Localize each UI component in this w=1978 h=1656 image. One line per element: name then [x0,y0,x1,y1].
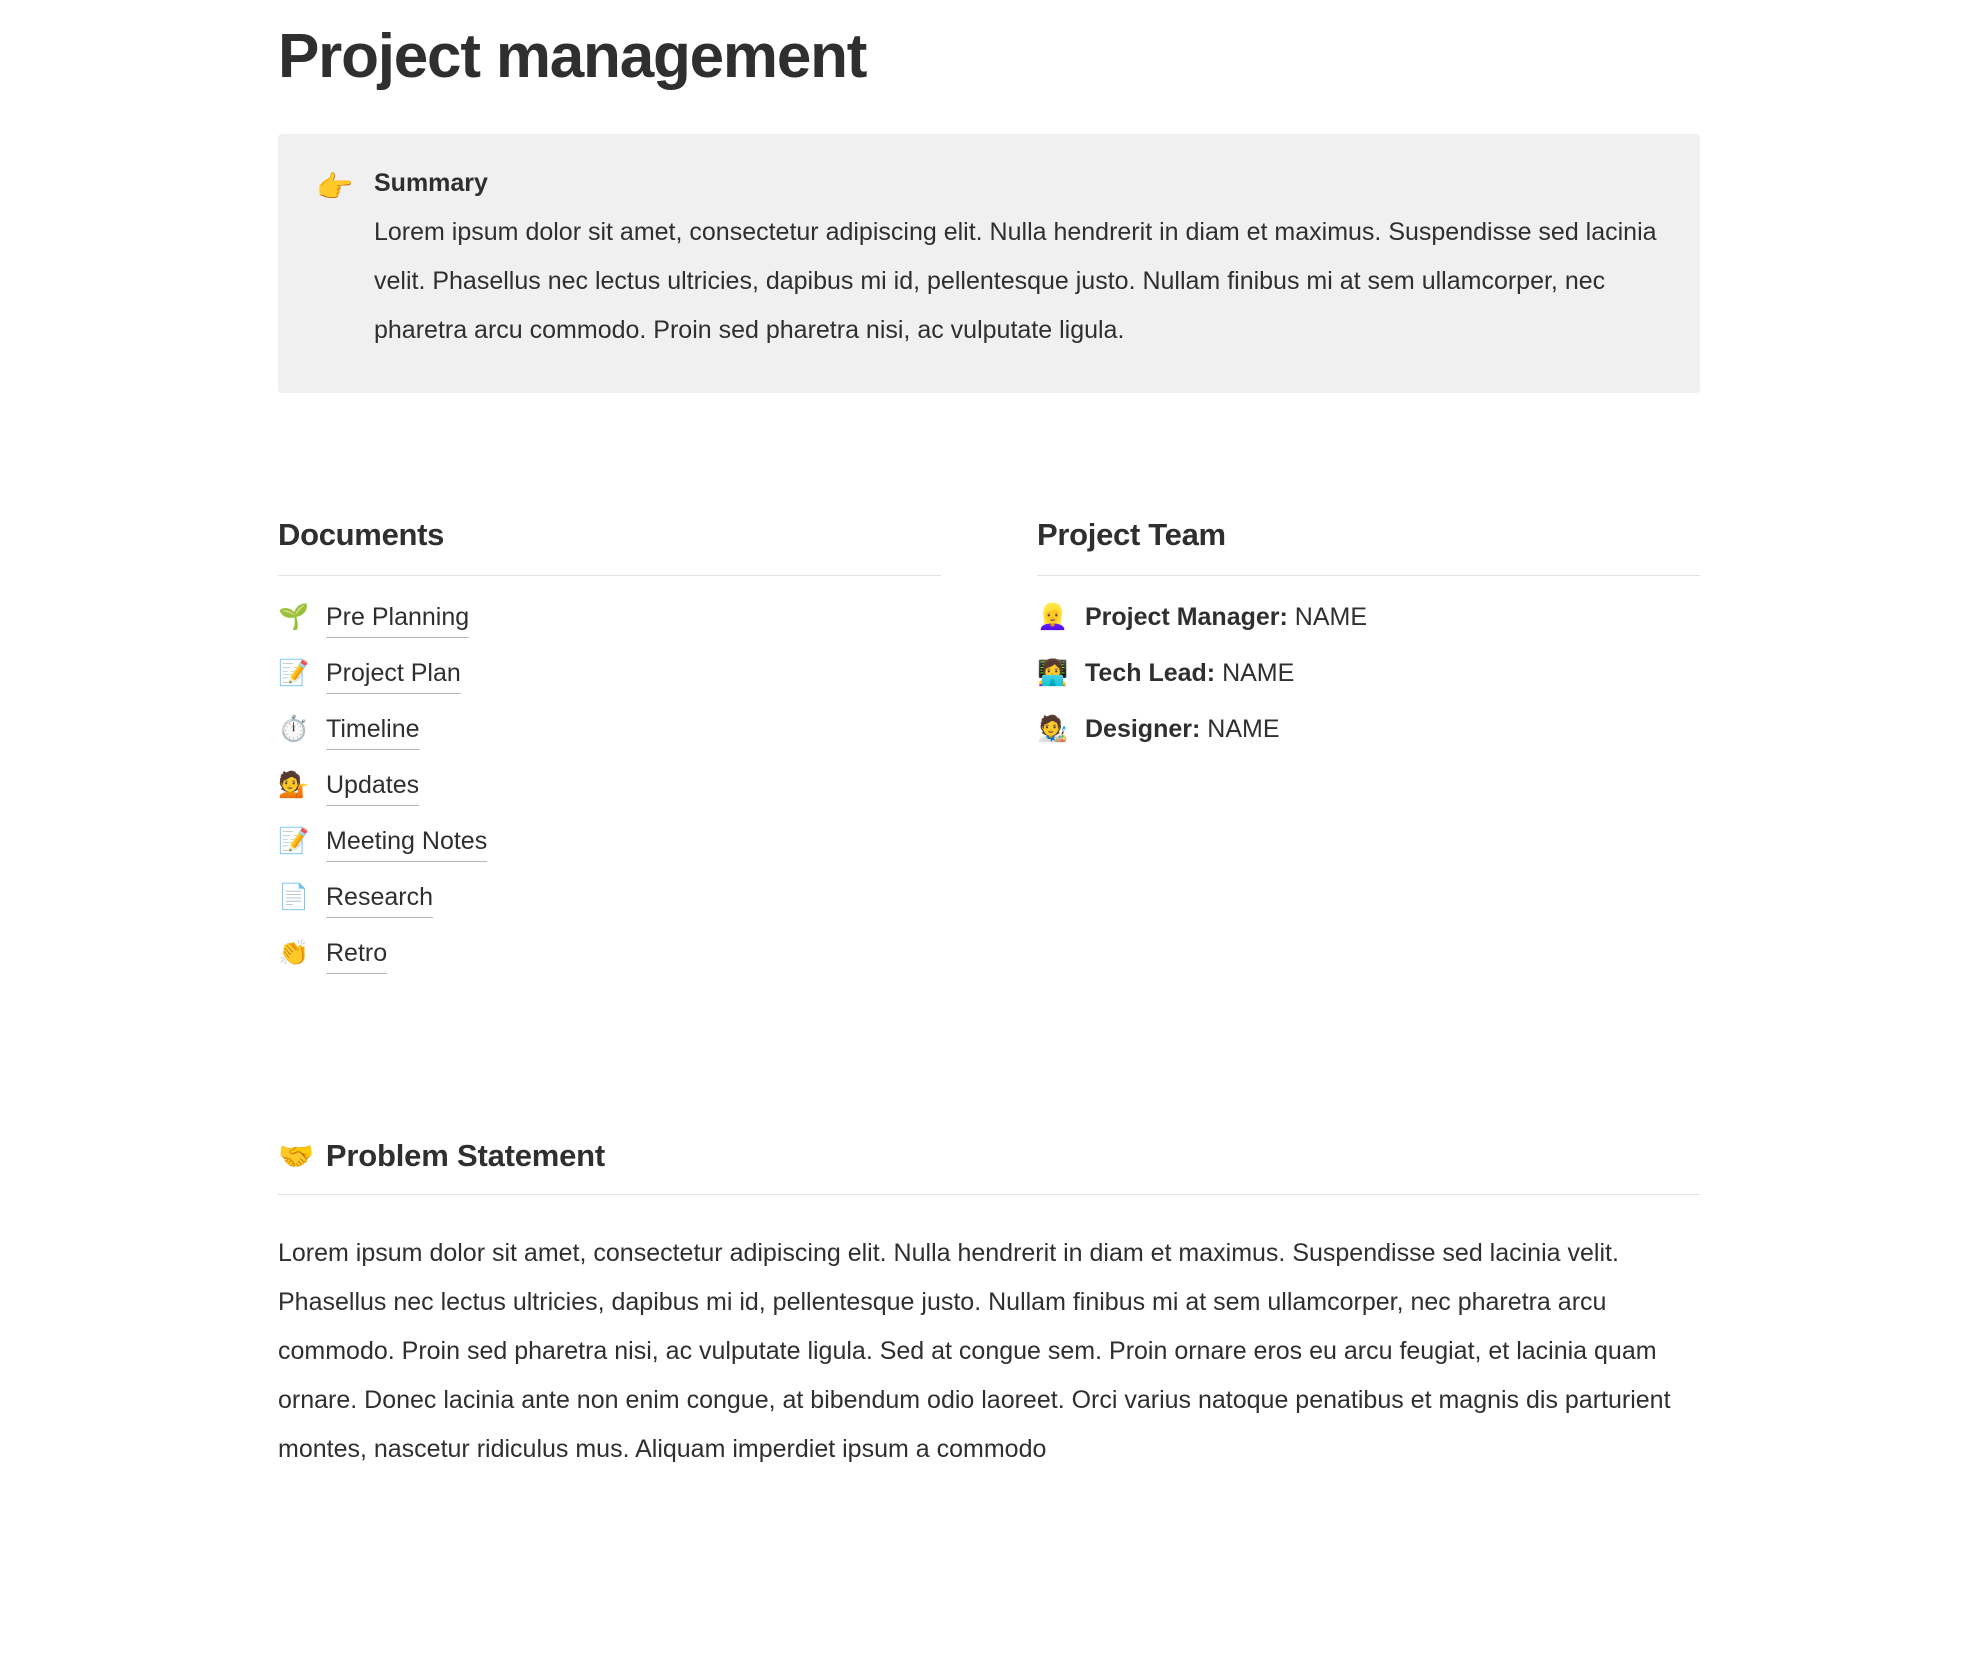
page-icon: 📄 [278,883,310,912]
list-item[interactable] [278,766,941,806]
problem-statement-heading [278,1138,1700,1174]
document-content [278,22,1700,1474]
two-column-section [278,517,1700,990]
team-member-name-value: NAME [1222,659,1295,688]
handshake-icon: 🤝 [278,1141,314,1174]
seedling-icon: 🌱 [278,603,310,632]
notes-icon: 📝 [278,827,310,856]
list-item [1037,654,1700,692]
document-link-timeline[interactable]: Timeline [326,710,420,750]
document-link-project-plan[interactable]: Project Plan [326,654,461,694]
team-role-label: Designer: [1085,715,1201,744]
document-link-pre-planning[interactable]: Pre Planning [326,598,469,638]
stopwatch-icon: ⏱️ [278,715,310,744]
list-item[interactable] [278,598,941,638]
list-item[interactable] [278,654,941,694]
list-item [1037,598,1700,636]
documents-list [278,598,941,974]
documents-column [278,517,941,990]
list-item [1037,710,1700,748]
summary-title: Summary [374,169,488,198]
problem-statement-divider [278,1194,1700,1195]
woman-blond-hair-icon: 👱‍♀️ [1037,603,1069,632]
problem-statement-text: Lorem ipsum dolor sit amet, consectetur adipiscing elit. Nulla hendrerit in diam et maximus. Suspendisse sed lacinia velit. Phasellus nec lectus ultricies, dapibus mi id, pellentesque justo. Nullam finibus mi at sem ullamcorper, nec pharetra arcu commodo. Proin sed pharetra nisi, ac vulputate ligula. Sed at congue sem. Proin ornare eros eu arcu feugiat, et lacinia quam ornare. Donec lacinia ante non enim congue, at bibendum odio laoreet. Orci varius natoque penatibus et magnis dis parturient montes, nascetur ridiculus mus. Aliquam imperdiet ipsum a commodo [278,1239,1671,1464]
list-item[interactable] [278,822,941,862]
problem-statement-section [278,1138,1700,1474]
project-team-list [1037,598,1700,748]
document-page [0,22,1978,1474]
clapping-hands-icon: 👏 [278,939,310,968]
team-role-label: Tech Lead: [1085,659,1216,688]
document-link-retro[interactable]: Retro [326,934,387,974]
memo-icon: 📝 [278,659,310,688]
project-team-column [1037,517,1700,990]
list-item[interactable] [278,710,941,750]
documents-divider [278,575,941,576]
team-role-label: Project Manager: [1085,603,1288,632]
summary-text: Lorem ipsum dolor sit amet, consectetur adipiscing elit. Nulla hendrerit in diam et maximus. Suspendisse sed lacinia velit. Phasellus nec lectus ultricies, dapibus mi id, pellentesque justo. Nullam finibus mi at sem ullamcorper, nec pharetra arcu commodo. Proin sed pharetra nisi, ac vulputate ligula. [374,218,1657,345]
team-member-name [1288,603,1295,631]
team-member-name-value: NAME [1294,603,1368,632]
documents-heading: Documents [278,517,445,553]
document-link-meeting-notes[interactable]: Meeting Notes [326,822,487,862]
information-desk-person-icon: 💁 [278,771,310,800]
document-link-updates[interactable]: Updates [326,766,419,806]
document-link-research[interactable]: Research [326,878,433,918]
pointing-right-icon: 👉 [316,171,354,205]
summary-callout [278,134,1700,393]
list-item[interactable] [278,878,941,918]
summary-callout-body [374,166,1662,355]
problem-statement-heading-label: Problem Statement [325,1138,606,1174]
team-member-name-value: NAME [1207,715,1280,744]
woman-technologist-icon: 👩‍💻 [1037,659,1069,688]
project-team-heading: Project Team [1037,517,1226,553]
artist-icon: 🧑‍🎨 [1037,715,1069,744]
list-item[interactable] [278,934,941,974]
project-team-divider [1037,575,1700,576]
page-title: Project management [278,22,867,91]
